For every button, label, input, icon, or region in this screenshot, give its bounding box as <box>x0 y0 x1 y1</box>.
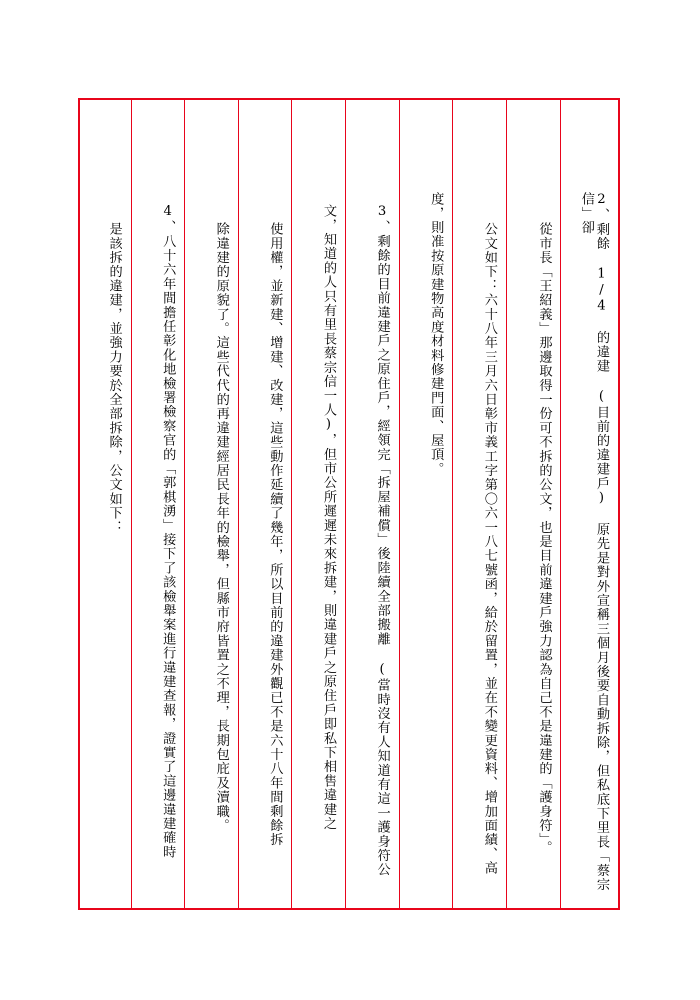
column-text: 度，則准按原建物高度材料修建門面、屋頂。 <box>428 192 444 476</box>
text-column-2 <box>506 100 561 908</box>
text-column-9 <box>131 100 185 908</box>
column-text: 2、剩餘 1/4 的違建 (目前的違建戶) 原先是對外宣稱三個月後要自動拆除，但私底下里長「蔡宗信」卻 <box>578 192 609 892</box>
column-text: 使用權，並新建、增建、改建，這些動作延續了幾年，所以目前的違建外觀已不是六十八年間剩餘拆 <box>267 222 283 847</box>
column-text: 除違建的原貌了。這些代代的再違建經居民長年的檢舉，但縣市府皆置之不理，長期包庇及瀆職。 <box>213 222 229 833</box>
column-text: 3、剩餘的目前違建戶之原住戶，經領完「拆屋補償」後陸續全部搬離 (當時沒有人知道有這一護身符公 <box>374 204 390 877</box>
text-column-8 <box>184 100 238 908</box>
column-text: 公文如下：六十八年三月六日彰市義工字第〇六一八七號函，給於留置，並在不變更資料、增加面績、高 <box>481 222 497 876</box>
column-text: 從市長「王紹義」那邊取得一份可不拆的公文，也是目前違建戶強力認為自己不是違建的「護身符」。 <box>536 222 552 855</box>
column-text: 文，知道的人只有里長蔡宗信一人)，但市公所遲遲未來拆建，則違建戶之原住戶即私下相售違建之 <box>321 204 336 831</box>
vertical-text-columns <box>80 100 618 908</box>
text-column-3 <box>452 100 506 908</box>
column-text: 4、八十六年間擔任彰化地檢署檢察官的「郭棋湧」接下了該檢舉案進行違建查報，證實了這邊違建確時 <box>160 204 176 859</box>
text-column-7 <box>238 100 292 908</box>
bordered-table-frame <box>78 98 620 910</box>
text-column-1 <box>560 100 618 908</box>
text-column-5 <box>345 100 399 908</box>
text-column-6 <box>291 100 345 908</box>
column-text: 是該拆的違建，並強力要於全部拆除，公文如下： <box>106 222 122 535</box>
text-column-10 <box>80 100 131 908</box>
text-column-4 <box>399 100 453 908</box>
